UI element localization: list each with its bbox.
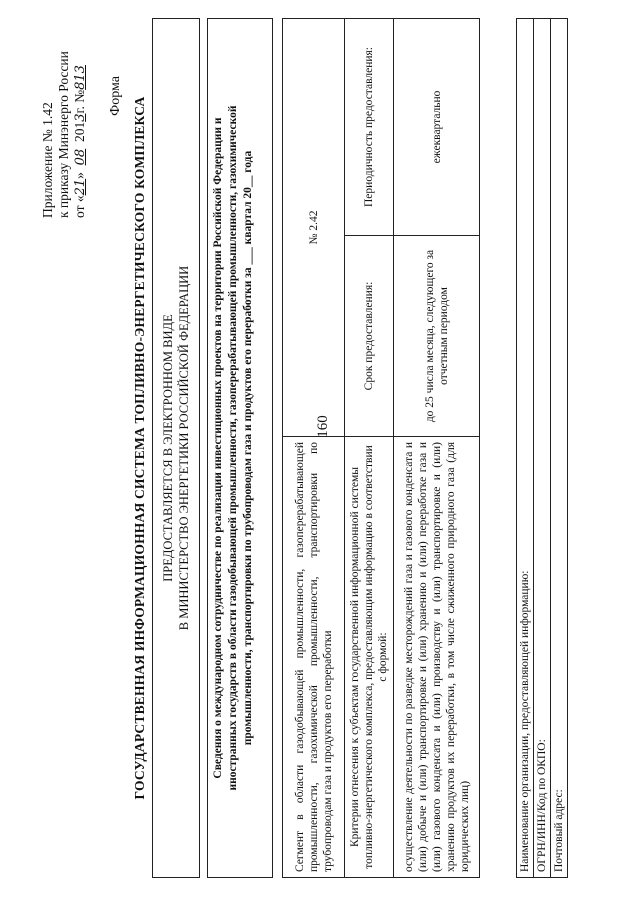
provided-line-1: ПРЕДОСТАВЛЯЕТСЯ В ЭЛЕКТРОННОМ ВИДЕ [161, 314, 175, 582]
handwritten-year-digit: 3 [73, 113, 88, 122]
form-info-table [282, 18, 480, 878]
organization-info [516, 18, 568, 878]
handwritten-day: 21 [73, 178, 88, 196]
criteria-values-row [394, 19, 480, 878]
criteria-text: осуществление деятельности по разведке месторождений газа и газового конденсата и (или) добыче и (или) транспортировке и (или) хранению и (или) переработке газа и (или) газового конденсата и (или) производству и (или) транспортировке и (или) хранению продуктов их переработки, в том числе сжиженного природного газа (для юридических лиц) [394, 437, 480, 878]
appendix-header [40, 18, 89, 218]
ogrn-field: ОГРН/ИНН/Код по ОКПО: [534, 18, 551, 878]
provided-line-2: В МИНИСТЕРСТВО ЭНЕРГЕТИКИ РОССИЙСКОЙ ФЕДЕРАЦИИ [177, 265, 191, 631]
deadline-label: Срок предоставления: [345, 236, 394, 437]
report-title-line-1: Сведения о международном сотрудничестве по реализации инвестиционных проектов на территории Российской Федерации и [212, 117, 224, 779]
report-title-line-3: промышленности, транспортировки по трубопроводам газа и продуктов его переработки за ___ квартал 20__ года [242, 150, 254, 746]
provided-electronically-box [152, 18, 200, 878]
page-number: 160 [314, 415, 331, 438]
form-label: Форма [108, 76, 123, 116]
criteria-label: Критерии отнесения к субъектам государственной информационной системы топливно-энергетического комплекса, предоставляющим информацию в соответствии с формой: [345, 437, 394, 878]
system-title: ГОСУДАРСТВЕННАЯ ИНФОРМАЦИОННАЯ СИСТЕМА ТОПЛИВНО-ЭНЕРГЕТИЧЕСКОГО КОМПЛЕКСА [132, 96, 147, 800]
organization-name-field: Наименование организации, предоставляющей информацию: [516, 18, 534, 878]
segment-number: № 2.42 [283, 19, 345, 437]
deadline-text: до 25 числа месяца, следующего за отчетным периодом [394, 236, 480, 437]
periodicity-label: Периодичность предоставления: [345, 19, 394, 236]
handwritten-month: 08 [73, 148, 88, 166]
segment-label: Сегмент в области газодобывающей промышленности, газоперерабатывающей промышленности, газохимической промышленности, транспортировки по трубопроводам газа и продуктов его переработки [283, 437, 345, 878]
periodicity-text: ежеквартально [394, 19, 480, 236]
appendix-number: Приложение № 1.42 [40, 102, 55, 218]
postal-address-field: Почтовый адрес: [551, 18, 568, 878]
report-title-line-2: иностранных государств в области газодобывающей промышленности, газоперерабатывающей промышленности, газохимической [227, 105, 239, 791]
order-date-line: от «21» 08 2013г. №813 [72, 65, 88, 218]
order-reference: к приказу Минэнерго России [56, 51, 71, 218]
report-title-box [207, 18, 273, 878]
criteria-header-row [345, 19, 394, 878]
rotated-form-sheet [40, 18, 600, 878]
handwritten-order-number: 813 [73, 65, 88, 90]
segment-row [283, 19, 345, 878]
